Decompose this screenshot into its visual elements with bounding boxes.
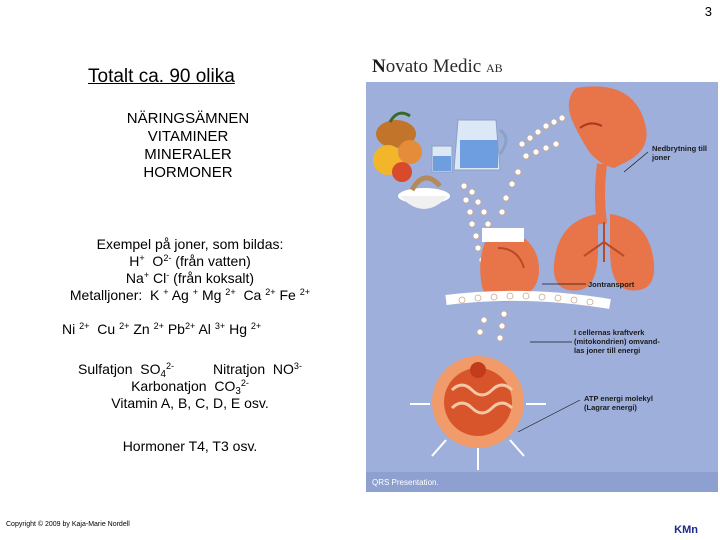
arrow-box (482, 228, 524, 242)
mitochondrion-icon (432, 356, 524, 448)
vitamins-line: Vitamin A, B, C, D, E osv. (111, 395, 269, 411)
carbonate-line: Karbonatjon $CO_3^{2-}$ (131, 378, 249, 397)
ion-transport-band (446, 293, 610, 305)
ion-line-salt: Na+ Cl- (från koksalt) (125, 270, 255, 286)
ion-examples (30, 236, 350, 304)
page-number: 3 (704, 4, 712, 19)
author-mark: KMn (674, 524, 698, 536)
category-list (98, 110, 278, 182)
metal-ion: Ag + (171, 287, 199, 303)
metal-ion: $Pb^{2+}$ (167, 321, 196, 337)
water-jug-icon (432, 120, 506, 172)
sulfate-nitrate-line: Sulfatjon $SO_4^{2-}$ Nitratjon $NO^{3-}$ (78, 361, 302, 380)
slide-title: Totalt ca. 90 olika (88, 66, 235, 87)
head-icon (569, 86, 647, 168)
presentation-footer: QRS Presentation. (372, 478, 439, 487)
category-item: VITAMINER (147, 128, 229, 145)
metal-ion: K + (150, 287, 169, 303)
label-atp: ATP energi molekyl (Lagrar energi) (584, 394, 653, 412)
metal-ion: Ni $^{2+}$ (62, 321, 90, 337)
metal-ion: Ca $^{2+}$ (243, 287, 276, 303)
ion-intro: Exempel på joner, som bildas: (96, 236, 284, 252)
lungs-icon (554, 214, 654, 290)
category-item: HORMONER (143, 164, 233, 181)
copyright-notice: Copyright © 2009 by Kaja-Marie Nordell (6, 521, 130, 528)
metal-ion: Fe $^{2+}$ (279, 287, 311, 303)
throat-shape (600, 164, 602, 224)
metabolism-illustration (366, 52, 718, 492)
nutrient-dots (477, 311, 507, 341)
metal-ions-line-2 (62, 321, 261, 337)
fruit-icon (373, 113, 422, 182)
category-item: NÄRINGSÄMNEN (126, 110, 250, 127)
metal-ion: Al $^{3+}$ (198, 321, 226, 337)
company-logo: Novato Medic AB (372, 56, 503, 77)
metal-ions-line-1: Metalljoner: K + Ag + Mg $^{2+}$ Ca $^{2+}$ Fe $^{2+}$ (69, 287, 311, 303)
metal-ion: Hg $^{2+}$ (229, 321, 262, 337)
ion-line-water: H+ $O^{2-}$ (från vatten) (129, 253, 251, 269)
category-item: MINERALER (144, 146, 232, 163)
illustration-panel (366, 52, 718, 492)
label-breakdown: Nedbrytning till joner (652, 144, 707, 162)
metal-ion: Mg $^{2+}$ (201, 287, 236, 303)
bowl-icon (398, 178, 450, 209)
metal-ion: Zn $^{2+}$ (133, 321, 164, 337)
label-mitochondria: I cellernas kraftverk (mitokondrien) omvand- las joner till energi (574, 328, 660, 355)
label-transport: Jontransport (588, 280, 635, 289)
hormones-line: Hormoner T4, T3 osv. (122, 438, 258, 454)
metal-ion: Cu $^{2+}$ (97, 321, 130, 337)
salt-ions (30, 361, 350, 412)
